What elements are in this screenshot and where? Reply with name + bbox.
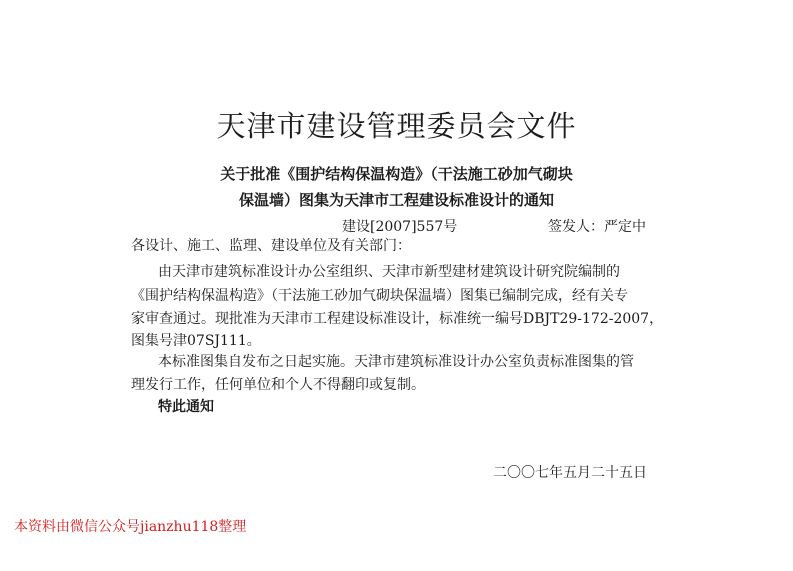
recipients: 各设计、施工、监理、建设单位及有关部门： (131, 238, 411, 254)
notice-subject-line-2: 保温墙）图集为天津市工程建设标准设计的通知 (238, 191, 554, 209)
paragraph-1-line-2: 《围护结构保温构造》（干法施工砂加气砌块保温墙）图集已编制完成，经有关专 (131, 288, 628, 304)
notice-subject-line-1: 关于批准《围护结构保温构造》（干法施工砂加气砌块 (220, 165, 573, 183)
watermark-text: 本资料由微信公众号jianzhu118整理 (14, 519, 247, 535)
paragraph-1-line-1: 由天津市建筑标准设计办公室组织、天津市新型建材建筑设计研究院编制的 (158, 264, 620, 280)
paragraph-1-line-4: 图集号津07SJ111。 (131, 333, 261, 349)
signer: 签发人：严定中 (548, 219, 646, 235)
document-header: 天津市建设管理委员会文件 (216, 109, 577, 143)
document-date: 二〇〇七年五月二十五日 (493, 465, 647, 481)
paragraph-1-line-3: 家审查通过。现批准为天津市工程建设标准设计，标准统一编号DBJT29-172-2007， (131, 311, 664, 327)
closing-line: 特此通知 (158, 399, 214, 415)
paragraph-2-line-1: 本标准图集自发布之日起实施。天津市建筑标准设计办公室负责标准图集的管 (158, 354, 634, 370)
paragraph-2-line-2: 理发行工作，任何单位和个人不得翻印或复制。 (131, 377, 425, 393)
document-number: 建设[2007]557号 (342, 219, 458, 235)
